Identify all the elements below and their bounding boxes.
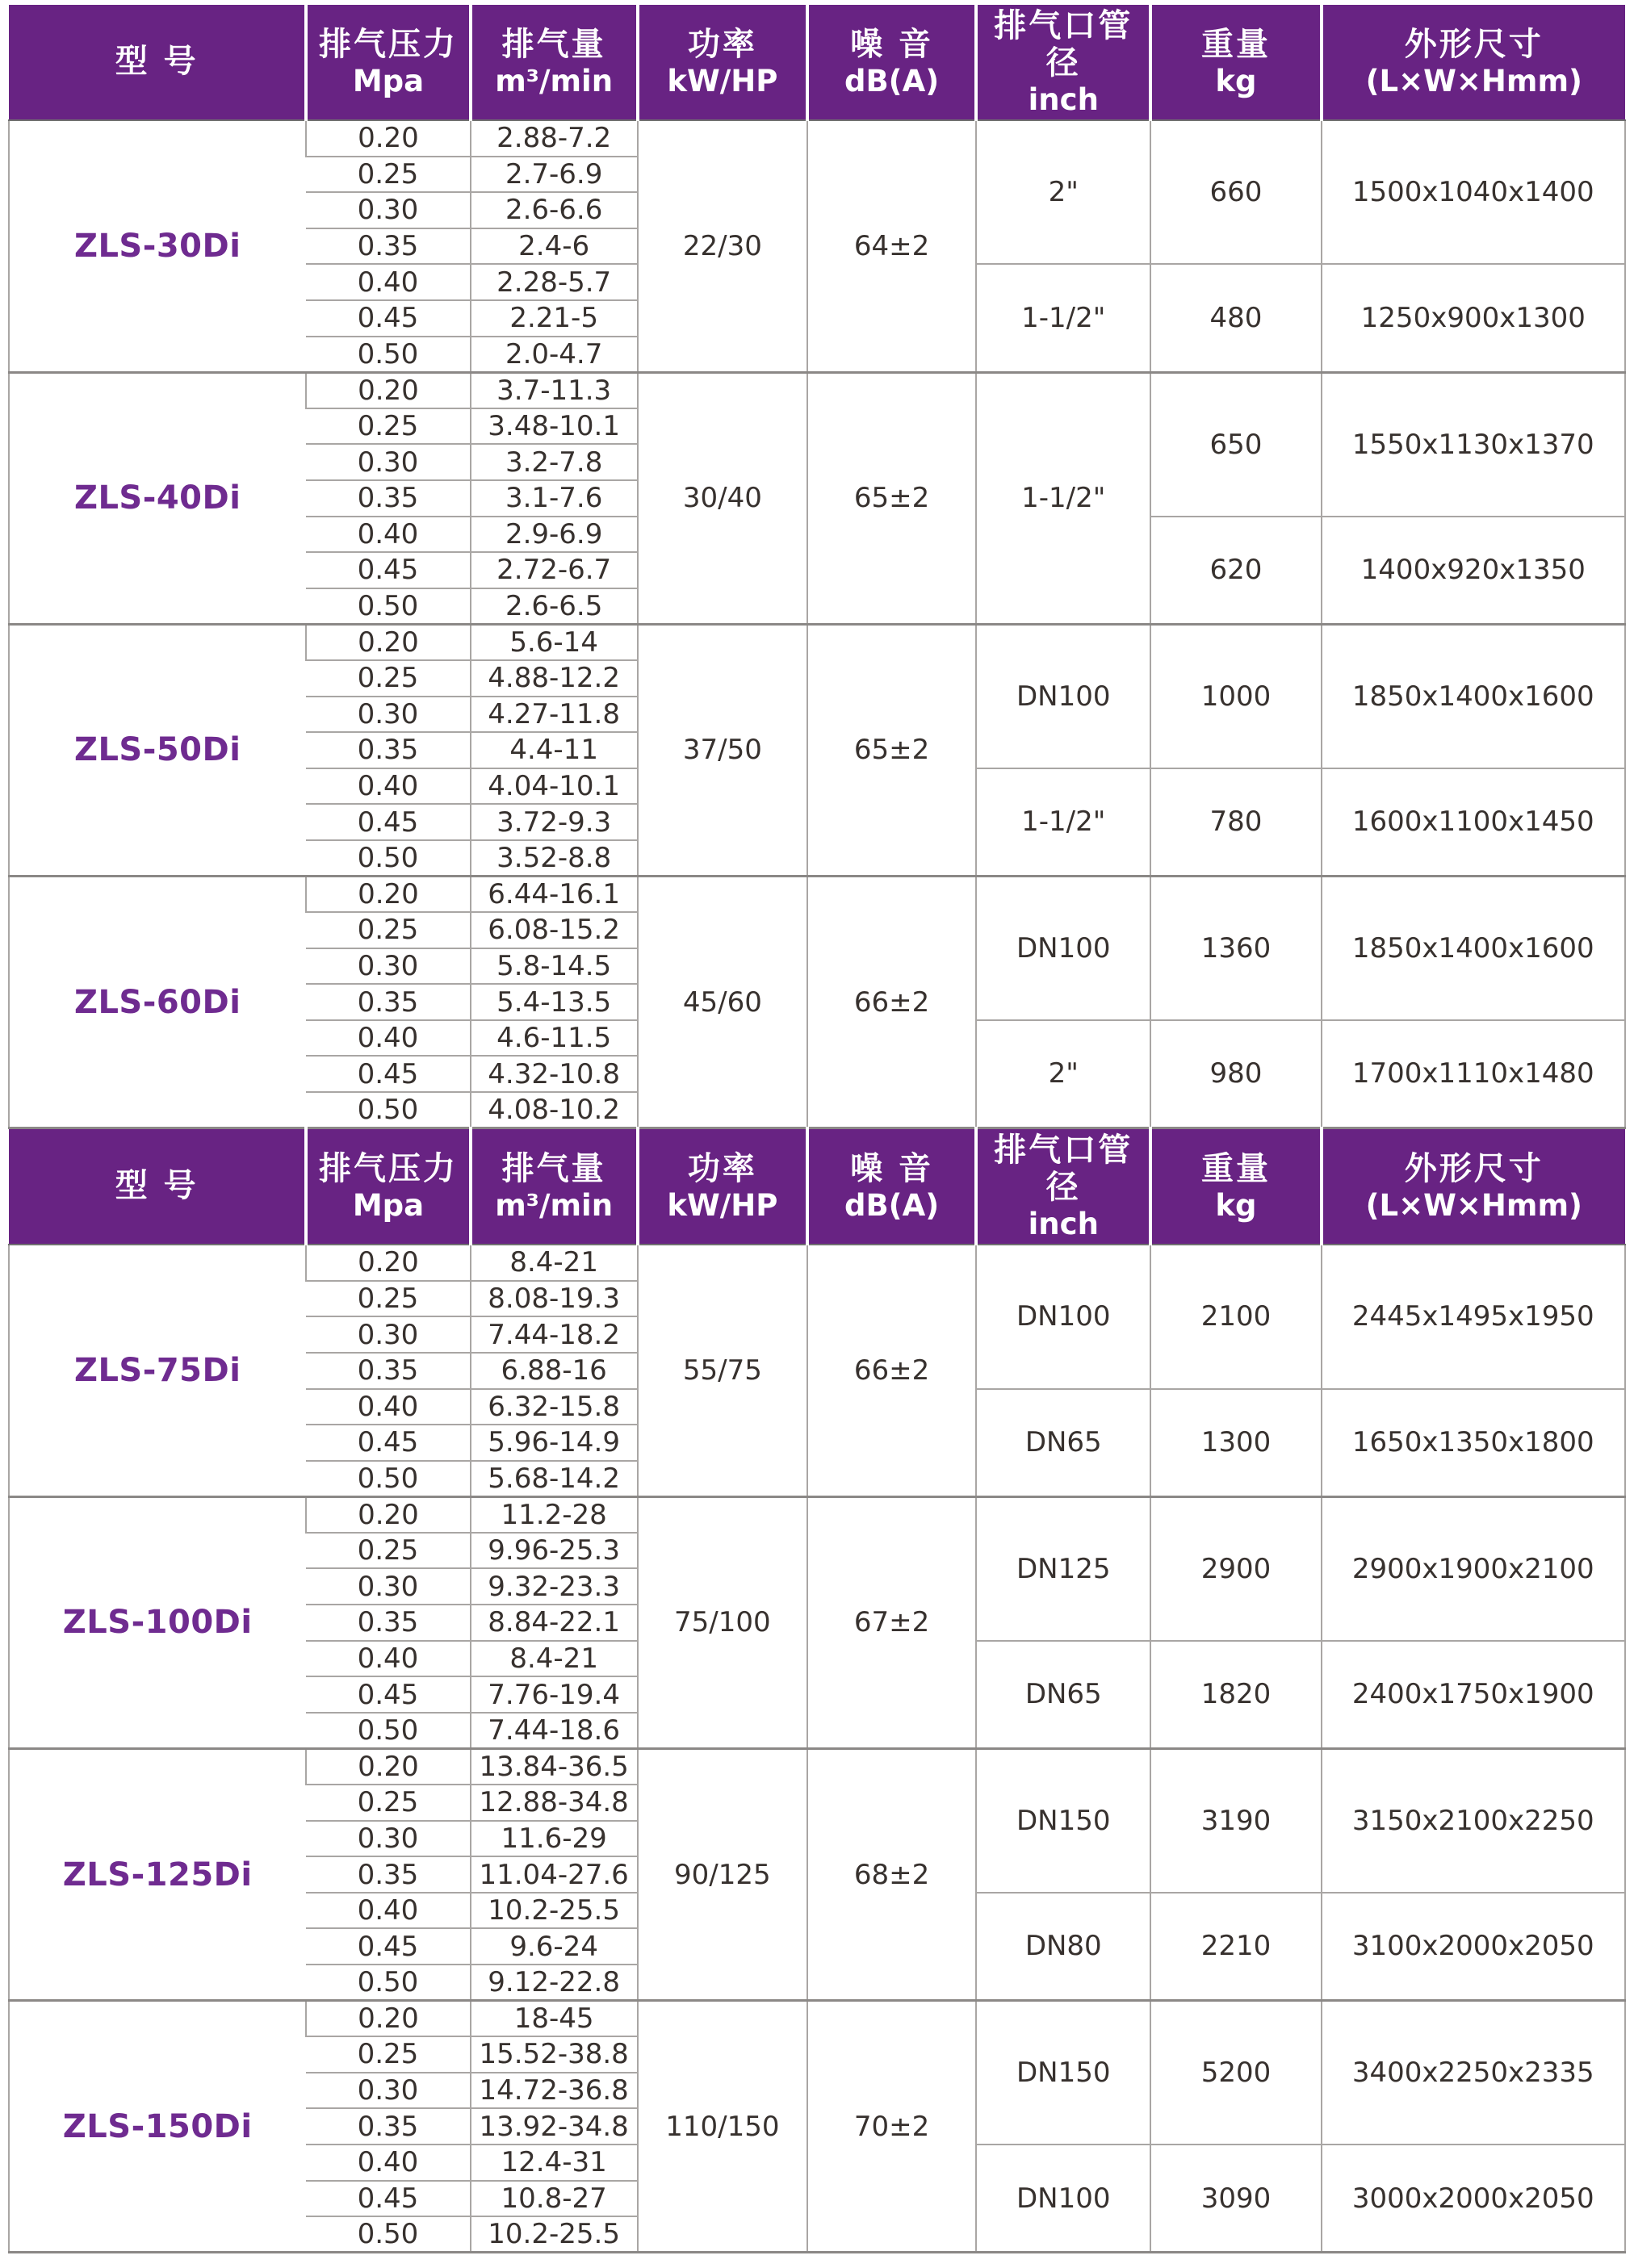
pressure-cell: 0.40 [306, 1389, 470, 1425]
flow-cell: 3.2-7.8 [471, 444, 638, 480]
pressure-cell: 0.30 [306, 948, 470, 985]
header-unit: dB(A) [844, 63, 940, 98]
pipe-cell: DN125 [976, 1496, 1150, 1640]
page [0, 5, 1634, 2268]
header-unit: kW/HP [667, 63, 778, 98]
power-cell: 110/150 [638, 2001, 807, 2253]
header-label: 排气量 [501, 1149, 606, 1187]
flow-cell: 2.7-6.9 [471, 157, 638, 193]
flow-cell: 6.08-15.2 [471, 912, 638, 948]
model-cell: ZLS-60Di [9, 876, 306, 1128]
pressure-cell: 0.45 [306, 1676, 470, 1713]
header-label: 功率 [687, 1149, 757, 1187]
data-row [9, 624, 1625, 660]
flow-cell: 6.88-16 [471, 1353, 638, 1389]
weight-cell: 980 [1150, 1020, 1321, 1128]
dims-cell: 1250x900x1300 [1322, 264, 1625, 372]
flow-cell: 14.72-36.8 [471, 2073, 638, 2109]
model-cell: ZLS-40Di [9, 372, 306, 624]
flow-cell: 4.88-12.2 [471, 660, 638, 697]
pressure-cell: 0.50 [306, 1092, 470, 1128]
noise-cell: 65±2 [807, 624, 976, 876]
pressure-cell: 0.20 [306, 624, 470, 660]
header-unit: Mpa [352, 1187, 425, 1223]
flow-cell: 2.0-4.7 [471, 337, 638, 373]
header-label: 排气口管径 [994, 6, 1133, 82]
flow-cell: 3.1-7.6 [471, 480, 638, 517]
pressure-cell: 0.40 [306, 517, 470, 553]
weight-cell: 1360 [1150, 876, 1321, 1019]
pressure-cell: 0.50 [306, 1713, 470, 1749]
flow-cell: 3.72-9.3 [471, 804, 638, 840]
header-cell-pipe [976, 1128, 1150, 1245]
pressure-cell: 0.30 [306, 444, 470, 480]
pressure-cell: 0.30 [306, 192, 470, 228]
header-unit: inch [1028, 82, 1099, 117]
power-cell: 90/125 [638, 1748, 807, 2000]
dims-cell: 2445x1495x1950 [1322, 1245, 1625, 1388]
flow-cell: 7.44-18.2 [471, 1316, 638, 1353]
weight-cell: 480 [1150, 264, 1321, 372]
pressure-cell: 0.50 [306, 1461, 470, 1497]
model-cell: ZLS-75Di [9, 1245, 306, 1496]
pipe-cell: DN150 [976, 2001, 1150, 2145]
flow-cell: 12.4-31 [471, 2145, 638, 2181]
pressure-cell: 0.40 [306, 1893, 470, 1929]
pressure-cell: 0.20 [306, 1748, 470, 1785]
pressure-cell: 0.30 [306, 697, 470, 733]
flow-cell: 3.52-8.8 [471, 840, 638, 877]
pressure-cell: 0.25 [306, 157, 470, 193]
pressure-cell: 0.25 [306, 1281, 470, 1317]
data-row [9, 1496, 1625, 1533]
model-cell: ZLS-125Di [9, 1748, 306, 2000]
pipe-cell: 1-1/2" [976, 372, 1150, 624]
dims-cell: 1400x920x1350 [1322, 517, 1625, 625]
header-cell-flow [471, 5, 638, 120]
pressure-cell: 0.30 [306, 1568, 470, 1605]
dims-cell: 1650x1350x1800 [1322, 1389, 1625, 1497]
flow-cell: 8.4-21 [471, 1245, 638, 1281]
power-cell: 37/50 [638, 624, 807, 876]
model-cell: ZLS-30Di [9, 120, 306, 372]
flow-cell: 11.04-27.6 [471, 1856, 638, 1893]
dims-cell: 3150x2100x2250 [1322, 1748, 1625, 1892]
flow-cell: 10.8-27 [471, 2181, 638, 2217]
pressure-cell: 0.45 [306, 1928, 470, 1965]
header-label: 排气压力 [318, 1149, 458, 1187]
flow-cell: 10.2-25.5 [471, 2216, 638, 2253]
flow-cell: 9.12-22.8 [471, 1965, 638, 2001]
pressure-cell: 0.20 [306, 876, 470, 912]
header-cell-power [638, 1128, 807, 1245]
weight-cell: 3190 [1150, 1748, 1321, 1892]
header-unit: kg [1215, 63, 1257, 98]
flow-cell: 3.48-10.1 [471, 408, 638, 445]
pressure-cell: 0.50 [306, 337, 470, 373]
pipe-cell: DN65 [976, 1641, 1150, 1749]
pressure-cell: 0.50 [306, 2216, 470, 2253]
pressure-cell: 0.35 [306, 1856, 470, 1893]
dims-cell: 1700x1110x1480 [1322, 1020, 1625, 1128]
pressure-cell: 0.25 [306, 912, 470, 948]
weight-cell: 620 [1150, 517, 1321, 625]
header-cell-weight [1150, 5, 1321, 120]
header-label: 外形尺寸 [1404, 25, 1544, 63]
flow-cell: 11.6-29 [471, 1821, 638, 1857]
flow-cell: 2.9-6.9 [471, 517, 638, 553]
header-cell-power [638, 5, 807, 120]
pipe-cell: DN100 [976, 2145, 1150, 2253]
header-label: 型 号 [115, 43, 199, 80]
dims-cell: 1500x1040x1400 [1322, 120, 1625, 264]
flow-cell: 2.6-6.5 [471, 588, 638, 625]
pressure-cell: 0.25 [306, 2036, 470, 2073]
flow-cell: 8.08-19.3 [471, 1281, 638, 1317]
header-unit: m³/min [495, 1187, 614, 1223]
pipe-cell: 2" [976, 1020, 1150, 1128]
data-row [9, 876, 1625, 912]
noise-cell: 66±2 [807, 1245, 976, 1496]
header-label: 噪 音 [850, 1149, 934, 1187]
model-cell: ZLS-100Di [9, 1496, 306, 1748]
pressure-cell: 0.35 [306, 732, 470, 768]
header-unit: kW/HP [667, 1187, 778, 1223]
header-label: 重量 [1200, 1149, 1271, 1187]
flow-cell: 9.96-25.3 [471, 1533, 638, 1569]
pressure-cell: 0.20 [306, 1496, 470, 1533]
flow-cell: 5.4-13.5 [471, 984, 638, 1020]
header-unit: m³/min [495, 63, 614, 98]
header-row [9, 5, 1625, 120]
data-row [9, 1245, 1625, 1281]
header-cell-pressure [306, 5, 470, 120]
header-unit: (L×W×Hmm) [1365, 63, 1582, 98]
pressure-cell: 0.35 [306, 1353, 470, 1389]
weight-cell: 2210 [1150, 1893, 1321, 2001]
pressure-cell: 0.45 [306, 552, 470, 588]
weight-cell: 2100 [1150, 1245, 1321, 1388]
pipe-cell: 1-1/2" [976, 768, 1150, 877]
pipe-cell: DN150 [976, 1748, 1150, 1892]
header-row-2 [9, 1128, 1625, 1245]
flow-cell: 4.27-11.8 [471, 697, 638, 733]
noise-cell: 66±2 [807, 876, 976, 1128]
flow-cell: 5.8-14.5 [471, 948, 638, 985]
power-cell: 30/40 [638, 372, 807, 624]
pressure-cell: 0.20 [306, 2001, 470, 2037]
flow-cell: 11.2-28 [471, 1496, 638, 1533]
pressure-cell: 0.45 [306, 804, 470, 840]
dims-cell: 3100x2000x2050 [1322, 1893, 1625, 2001]
header-label: 型 号 [115, 1167, 199, 1205]
noise-cell: 64±2 [807, 120, 976, 372]
header-label: 重量 [1200, 25, 1271, 63]
pipe-cell: DN80 [976, 1893, 1150, 2001]
header-cell-model [9, 5, 306, 120]
header-cell-pipe [976, 5, 1150, 120]
pressure-cell: 0.35 [306, 1605, 470, 1641]
pressure-cell: 0.50 [306, 588, 470, 625]
weight-cell: 2900 [1150, 1496, 1321, 1640]
pressure-cell: 0.30 [306, 2073, 470, 2109]
power-cell: 75/100 [638, 1496, 807, 1748]
power-cell: 45/60 [638, 876, 807, 1128]
weight-cell: 5200 [1150, 2001, 1321, 2145]
model-cell: ZLS-50Di [9, 624, 306, 876]
header-cell-weight [1150, 1128, 1321, 1245]
header-cell-noise [807, 1128, 976, 1245]
header-cell-flow [471, 1128, 638, 1245]
flow-cell: 6.32-15.8 [471, 1389, 638, 1425]
flow-cell: 4.6-11.5 [471, 1020, 638, 1057]
pressure-cell: 0.30 [306, 1821, 470, 1857]
header-label: 噪 音 [850, 25, 934, 63]
noise-cell: 68±2 [807, 1748, 976, 2000]
pressure-cell: 0.25 [306, 660, 470, 697]
flow-cell: 2.4-6 [471, 228, 638, 265]
pipe-cell: DN65 [976, 1389, 1150, 1497]
pipe-cell: 1-1/2" [976, 264, 1150, 372]
weight-cell: 1820 [1150, 1641, 1321, 1749]
header-cell-model [9, 1128, 306, 1245]
flow-cell: 5.68-14.2 [471, 1461, 638, 1497]
flow-cell: 8.4-21 [471, 1641, 638, 1677]
flow-cell: 10.2-25.5 [471, 1893, 638, 1929]
flow-cell: 3.7-11.3 [471, 372, 638, 408]
noise-cell: 67±2 [807, 1496, 976, 1748]
pressure-cell: 0.35 [306, 480, 470, 517]
flow-cell: 4.08-10.2 [471, 1092, 638, 1128]
pressure-cell: 0.25 [306, 408, 470, 445]
header-unit: (L×W×Hmm) [1365, 1187, 1582, 1223]
dims-cell: 1600x1100x1450 [1322, 768, 1625, 877]
pressure-cell: 0.20 [306, 120, 470, 157]
pressure-cell: 0.40 [306, 768, 470, 805]
header-label: 外形尺寸 [1404, 1149, 1544, 1187]
flow-cell: 2.21-5 [471, 300, 638, 337]
dims-cell: 3000x2000x2050 [1322, 2145, 1625, 2253]
pressure-cell: 0.50 [306, 840, 470, 877]
pipe-cell: DN100 [976, 1245, 1150, 1388]
pressure-cell: 0.30 [306, 1316, 470, 1353]
header-cell-pressure [306, 1128, 470, 1245]
weight-cell: 650 [1150, 372, 1321, 516]
pressure-cell: 0.45 [306, 1056, 470, 1092]
pressure-cell: 0.35 [306, 228, 470, 265]
header-unit: dB(A) [844, 1187, 940, 1223]
flow-cell: 18-45 [471, 2001, 638, 2037]
pressure-cell: 0.25 [306, 1785, 470, 1821]
header-cell-dims [1322, 1128, 1625, 1245]
flow-cell: 5.6-14 [471, 624, 638, 660]
weight-cell: 660 [1150, 120, 1321, 264]
flow-cell: 15.52-38.8 [471, 2036, 638, 2073]
pressure-cell: 0.40 [306, 264, 470, 300]
header-label: 排气口管径 [994, 1131, 1133, 1206]
data-row [9, 372, 1625, 408]
pressure-cell: 0.40 [306, 1641, 470, 1677]
flow-cell: 13.92-34.8 [471, 2108, 638, 2145]
dims-cell: 1850x1400x1600 [1322, 624, 1625, 768]
noise-cell: 70±2 [807, 2001, 976, 2253]
power-cell: 55/75 [638, 1245, 807, 1496]
dims-cell: 3400x2250x2335 [1322, 2001, 1625, 2145]
power-cell: 22/30 [638, 120, 807, 372]
flow-cell: 9.32-23.3 [471, 1568, 638, 1605]
pipe-cell: 2" [976, 120, 1150, 264]
weight-cell: 780 [1150, 768, 1321, 877]
flow-cell: 8.84-22.1 [471, 1605, 638, 1641]
flow-cell: 12.88-34.8 [471, 1785, 638, 1821]
header-label: 排气量 [501, 25, 606, 63]
flow-cell: 2.88-7.2 [471, 120, 638, 157]
weight-cell: 1300 [1150, 1389, 1321, 1497]
flow-cell: 7.76-19.4 [471, 1676, 638, 1713]
header-cell-dims [1322, 5, 1625, 120]
flow-cell: 2.6-6.6 [471, 192, 638, 228]
flow-cell: 4.04-10.1 [471, 768, 638, 805]
pipe-cell: DN100 [976, 876, 1150, 1019]
pipe-cell: DN100 [976, 624, 1150, 768]
dims-cell: 1850x1400x1600 [1322, 876, 1625, 1019]
flow-cell: 5.96-14.9 [471, 1425, 638, 1461]
pressure-cell: 0.20 [306, 1245, 470, 1281]
flow-cell: 4.32-10.8 [471, 1056, 638, 1092]
pressure-cell: 0.20 [306, 372, 470, 408]
data-row [9, 2001, 1625, 2037]
weight-cell: 1000 [1150, 624, 1321, 768]
pressure-cell: 0.45 [306, 1425, 470, 1461]
header-label: 功率 [687, 25, 757, 63]
noise-cell: 65±2 [807, 372, 976, 624]
spec-table [8, 5, 1626, 2253]
pressure-cell: 0.45 [306, 2181, 470, 2217]
pressure-cell: 0.25 [306, 1533, 470, 1569]
flow-cell: 2.28-5.7 [471, 264, 638, 300]
pressure-cell: 0.40 [306, 1020, 470, 1057]
header-label: 排气压力 [318, 25, 458, 63]
flow-cell: 6.44-16.1 [471, 876, 638, 912]
dims-cell: 1550x1130x1370 [1322, 372, 1625, 516]
header-unit: kg [1215, 1187, 1257, 1223]
flow-cell: 2.72-6.7 [471, 552, 638, 588]
flow-cell: 7.44-18.6 [471, 1713, 638, 1749]
flow-cell: 9.6-24 [471, 1928, 638, 1965]
pressure-cell: 0.40 [306, 2145, 470, 2181]
pressure-cell: 0.35 [306, 2108, 470, 2145]
header-cell-noise [807, 5, 976, 120]
dims-cell: 2900x1900x2100 [1322, 1496, 1625, 1640]
weight-cell: 3090 [1150, 2145, 1321, 2253]
header-unit: Mpa [352, 63, 425, 98]
header-unit: inch [1028, 1206, 1099, 1241]
flow-cell: 13.84-36.5 [471, 1748, 638, 1785]
data-row [9, 1748, 1625, 1785]
pressure-cell: 0.45 [306, 300, 470, 337]
pressure-cell: 0.50 [306, 1965, 470, 2001]
data-row [9, 120, 1625, 157]
model-cell: ZLS-150Di [9, 2001, 306, 2253]
flow-cell: 4.4-11 [471, 732, 638, 768]
pressure-cell: 0.35 [306, 984, 470, 1020]
dims-cell: 2400x1750x1900 [1322, 1641, 1625, 1749]
